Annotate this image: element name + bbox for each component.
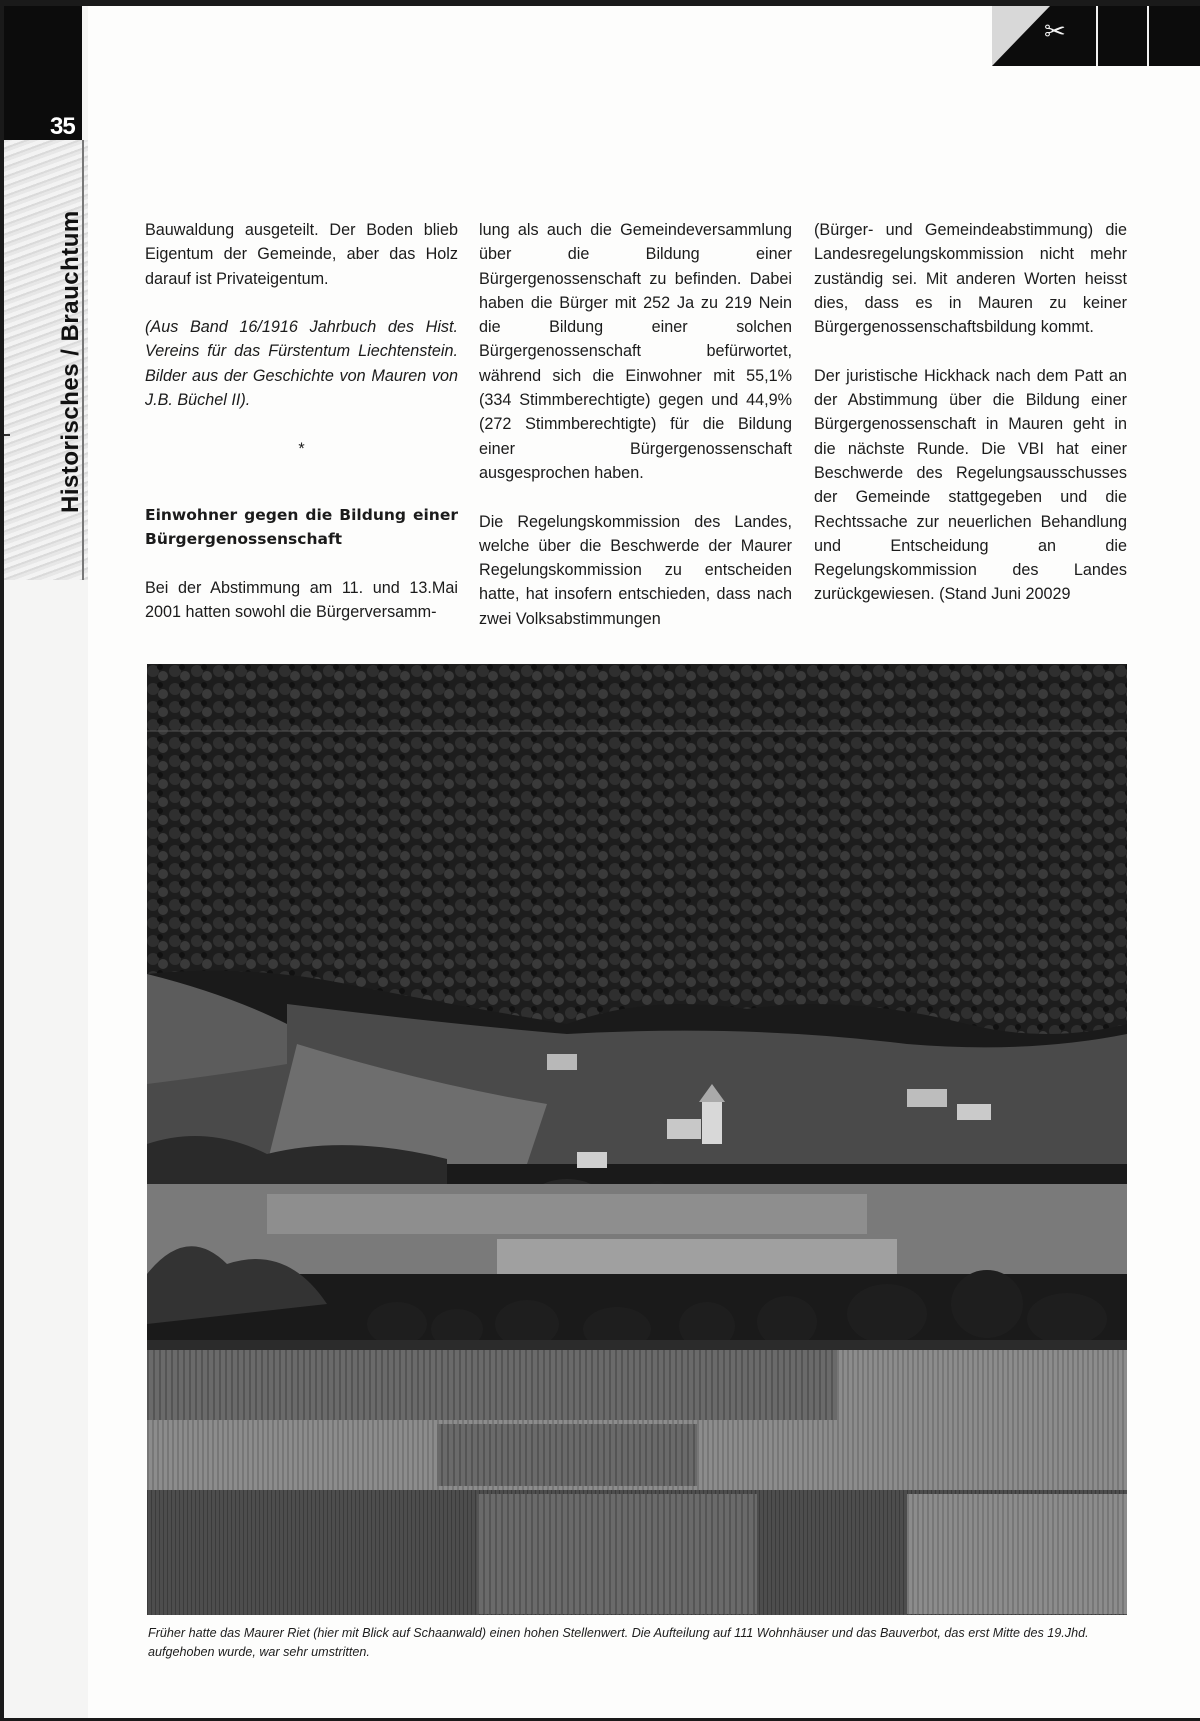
corner-triangle [992, 6, 1050, 66]
photo-caption: Früher hatte das Maurer Riet (hier mit Blick auf Schaanwald) einen hohen Stellenwert. Die Aufteilung auf 111 Wohnhäuser und das Bauverbot, das erst Mitte des 19.Jhd. aufgehoben wurde, war sehr umstritten. [148, 1626, 1089, 1659]
text-column-2 [479, 218, 792, 655]
paragraph: Bei der Abstimmung am 11. und 13.Mai 2001 hatten sowohl die Bürgerversamm- [145, 578, 458, 622]
section-heading: Einwohner gegen die Bildung einer Bürgergenossenschaft [145, 505, 458, 549]
paragraph: Die Regelungskommission des Landes, welche über die Beschwerde der Maurer Regelungskommission zu entscheiden hatte, hat insofern entschieden, dass nach zwei Volksabstimmungen [479, 512, 792, 628]
corner-tab [992, 6, 1200, 66]
paragraph: Bauwaldung ausgeteilt. Der Boden blieb Eigentum der Gemeinde, aber das Holz darauf ist Privateigentum. [145, 221, 458, 288]
scissors-icon: ✂ [1044, 16, 1066, 46]
landscape-photo [147, 664, 1127, 1615]
landscape-photo-graphic [147, 664, 1127, 1615]
corner-divider [1147, 6, 1149, 66]
paragraph: lung als auch die Gemeindeversammlung über die Bildung einer Bürgergenossenschaft zu befinden. Dabei haben die Bürger mit 252 Ja zu 219 Nein die Bildung einer solchen Bürgergenossenschaft befürwortet, während sich die Einwohner mit 55,1% (334 Stimmberechtigte) gegen und 44,9% (272 Stimmberechtigte) für die Bildung einer Bürgergenossenschaft ausgesprochen haben. [479, 221, 792, 482]
edge-mark [4, 434, 10, 436]
source-note: (Aus Band 16/1916 Jahrbuch des Hist. Vereins für das Fürstentum Liechtenstein. Bilder aus der Geschichte von Mauren von J.B. Büchel II). [145, 318, 458, 410]
section-title: Historisches / Brauchtum [57, 210, 84, 513]
paragraph: (Bürger- und Gemeindeabstimmung) die Landesregelungskommission nicht mehr zuständig sei. Mit anderen Worten heisst dies, dass es in Mauren zu keiner Bürgergenossenschaftsbildung kommt. [814, 221, 1127, 337]
text-column-1 [145, 218, 458, 649]
text-column-3 [814, 218, 1127, 631]
paragraph: Der juristische Hickhack nach dem Patt an der Abstimmung über die Bildung einer Bürgergenossenschaft in Mauren geht in die nächste Runde. Die VBI hat einer Beschwerde des Regelungsausschusses der Gemeinde stattgegeben und die Rechtssache zur neuerlichen Behandlung und Entscheidung an die Regelungskommission des Landes zurückgewiesen. (Stand Juni 20029 [814, 366, 1127, 604]
document-page [4, 6, 1200, 1718]
page-number: 35 [50, 113, 75, 140]
section-separator: * [298, 439, 305, 458]
corner-divider [1096, 6, 1098, 66]
